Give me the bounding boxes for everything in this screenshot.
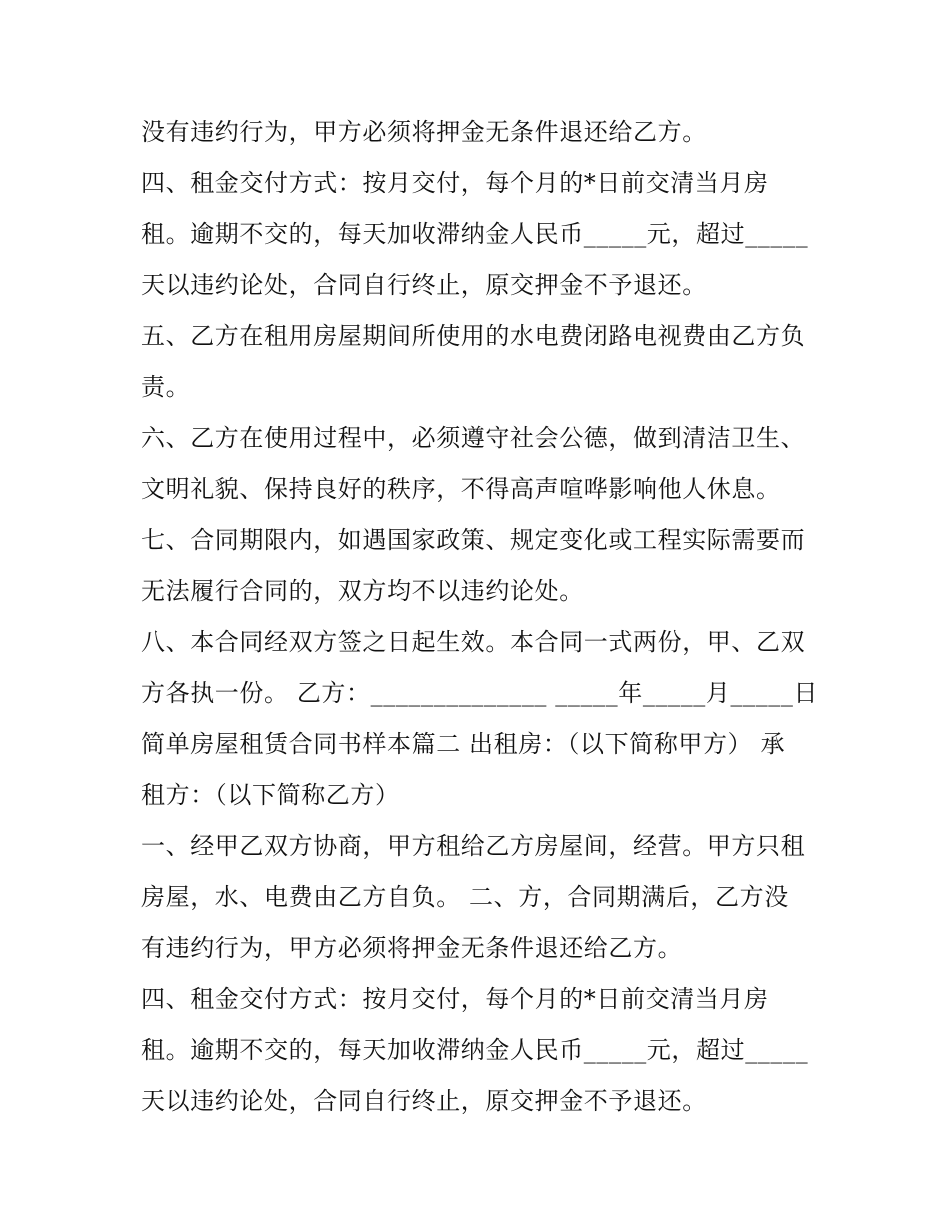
text-line: 无法履行合同的，双方均不以违约论处。: [141, 577, 584, 605]
text-line: 天以违约论处，合同自行终止，原交押金不予退还。: [141, 1087, 707, 1115]
text-line: 房屋，水、电费由乙方自负。 二、方，合同期满后，乙方没: [141, 883, 789, 911]
text-line: 四、租金交付方式：按月交付，每个月的*日前交清当月房: [141, 169, 769, 197]
text-line: 租。逾期不交的，每天加收滞纳金人民币_____元，超过_____: [141, 1036, 809, 1064]
text-line: 天以违约论处，合同自行终止，原交押金不予退还。: [141, 271, 707, 299]
text-line: 有违约行为，甲方必须将押金无条件退还给乙方。: [141, 934, 683, 962]
text-line: 八、本合同经双方签之日起生效。本合同一式两份，甲、乙双: [141, 628, 806, 656]
text-line: 文明礼貌、保持良好的秩序，不得高声喧哗影响他人休息。: [141, 475, 781, 503]
document-body: [141, 107, 821, 1127]
text-line: 租。逾期不交的，每天加收滞纳金人民币_____元，超过_____: [141, 220, 809, 248]
text-line: 一、经甲乙双方协商，甲方租给乙方房屋间，经营。甲方只租: [141, 832, 806, 860]
text-line: 简单房屋租赁合同书样本篇二 出租房：（以下简称甲方） 承: [141, 730, 786, 758]
text-line: 五、乙方在租用房屋期间所使用的水电费闭路电视费由乙方负: [141, 322, 806, 350]
text-line: 六、乙方在使用过程中，必须遵守社会公德，做到清洁卫生、: [141, 424, 806, 452]
text-line: 七、合同期限内，如遇国家政策、规定变化或工程实际需要而: [141, 526, 806, 554]
text-line: 责。: [141, 373, 191, 401]
text-line: 没有违约行为，甲方必须将押金无条件退还给乙方。: [141, 118, 707, 146]
text-line: 方各执一份。 乙方：______________ _____年_____月_____日: [141, 679, 819, 707]
text-line: 租方：（以下简称乙方）: [141, 781, 400, 809]
text-line: 四、租金交付方式：按月交付，每个月的*日前交清当月房: [141, 985, 769, 1013]
